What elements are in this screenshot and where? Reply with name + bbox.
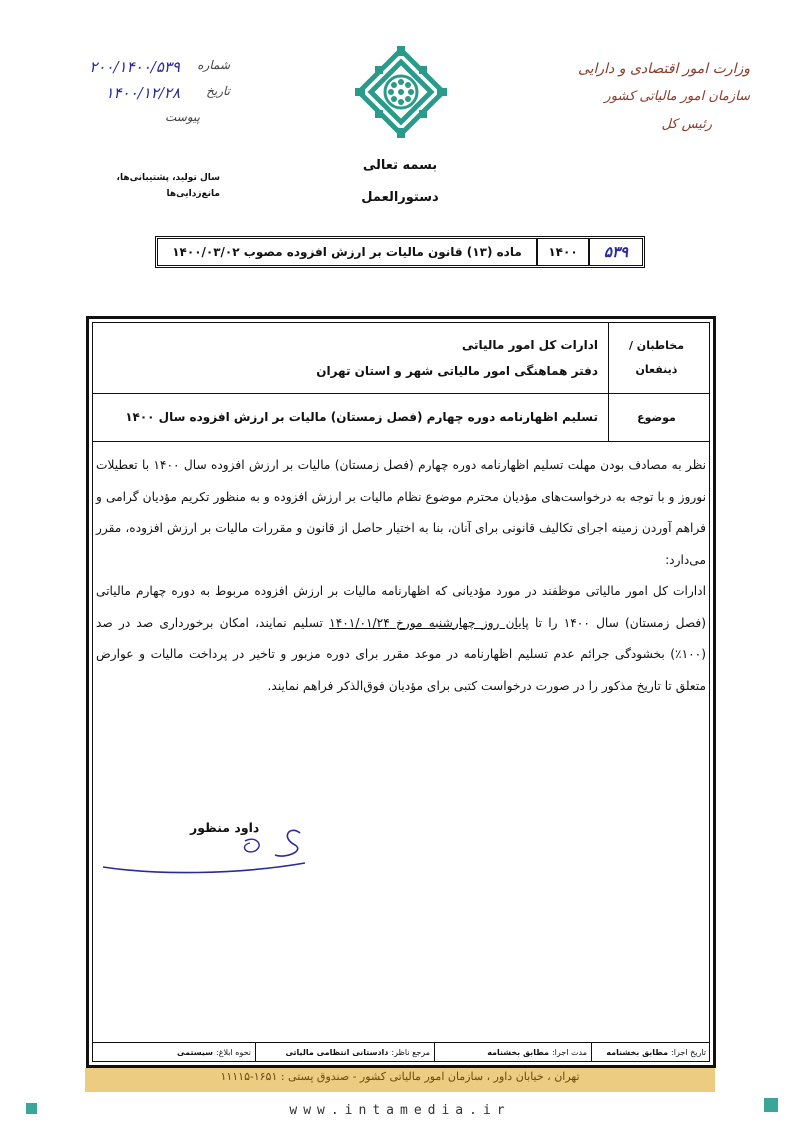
directive-number: ۵۳۹ xyxy=(588,239,642,265)
head-title: رئیس کل xyxy=(661,117,712,132)
supervising-authority-label: مرجع ناظر: xyxy=(391,1048,430,1057)
execution-duration-value: مطابق بخشنامه xyxy=(487,1048,549,1057)
execution-date xyxy=(591,1043,710,1062)
subject-row xyxy=(92,394,710,442)
addressee-1: ادارات کل امور مالیاتی xyxy=(461,338,598,352)
supervising-authority xyxy=(255,1043,434,1062)
year-slogan xyxy=(100,170,220,202)
addressees-list xyxy=(316,332,598,384)
number-value: ۲۰۰/۱۴۰۰/۵۳۹ xyxy=(89,58,180,76)
date-value: ۱۴۰۰/۱۲/۲۸ xyxy=(105,84,180,102)
directive-footer xyxy=(92,1042,710,1062)
body-paragraph-2-part-b: تسلیم نمایند، امکان برخورداری صد در صد (۱۰۰٪) بخشودگی جرائم عدم تسلیم اظهارنامه در موعد مقرر برای دوره مزبور و تاخیر در پرداخت مالیات و عوارض متعلق تا تاریخ مذکور را در صورت درخواست کتبی برای مؤدیان فوق‌الذکر فراهم نمایند. xyxy=(96,615,706,693)
addressees-label-line-2: ذینفعان xyxy=(635,362,678,376)
ministry-name: وزارت امور اقتصادی و دارایی xyxy=(577,61,750,77)
date-label: تاریخ xyxy=(206,84,230,98)
execution-duration-label: مدت اجرا: xyxy=(551,1048,587,1057)
postal-address: تهران ، خیابان داور ، سازمان امور مالیاتی کشور - صندوق پستی : ۱۶۵۱-۱۱۱۱۵ xyxy=(220,1070,580,1083)
deadline-underlined: پایان روز چهارشنبه مورخ ۱۴۰۱/۰۱/۲۴ xyxy=(329,615,529,630)
subject-label: موضوع xyxy=(608,394,704,441)
execution-duration xyxy=(434,1043,591,1062)
addressees-row xyxy=(92,322,710,394)
execution-date-label: تاریخ اجرا: xyxy=(671,1048,706,1057)
attachment-label: پیوست xyxy=(165,110,200,124)
body-paragraph-2 xyxy=(96,576,706,702)
subject-text: تسلیم اظهارنامه دوره چهارم (فصل زمستان) مالیات بر ارزش افزوده سال ۱۴۰۰ xyxy=(125,410,598,424)
signer-name: داود منظور xyxy=(190,820,260,835)
document-type: دستورالعمل xyxy=(361,190,439,205)
ministry-header xyxy=(550,55,750,139)
directive-title: ماده (۱۳) قانون مالیات بر ارزش افزوده مصوب ۱۴۰۰/۰۳/۰۲ xyxy=(172,245,522,259)
handwritten-signature xyxy=(95,815,325,885)
notification-method xyxy=(173,1043,255,1062)
notification-method-label: نحوه ابلاغ: xyxy=(216,1048,251,1057)
document-meta xyxy=(60,58,240,136)
execution-date-value: مطابق بخشنامه xyxy=(606,1048,669,1057)
basmala: بسمه تعالی xyxy=(362,158,438,173)
body-paragraph-2-part-a: ادارات کل امور مالیاتی موظفند در مورد مؤدیانی که اظهارنامه مالیات بر ارزش افزوده مربوط به دوره چهارم مالیاتی (فصل زمستان) سال ۱۴۰۰ را تا xyxy=(96,584,706,630)
slogan-line-1: سال تولید، پشتیبانی‌ها، xyxy=(116,173,220,183)
number-label: شماره xyxy=(197,58,230,72)
directive-title-band xyxy=(155,236,645,268)
directive-body xyxy=(96,450,706,702)
directive-year: ۱۴۰۰ xyxy=(536,239,588,265)
website-url[interactable]: www.intamedia.ir xyxy=(289,1103,511,1118)
addressees-label-line-1: مخاطبان / xyxy=(628,338,685,352)
tax-organization-logo xyxy=(355,46,447,138)
organization-name: سازمان امور مالیاتی کشور xyxy=(604,89,750,104)
addressee-2: دفتر هماهنگی امور مالیاتی شهر و استان تهران xyxy=(316,364,598,378)
addressees-label xyxy=(608,322,704,393)
supervising-authority-value: دادستانی انتظامی مالیاتی xyxy=(285,1048,389,1057)
slogan-line-2: مانع‌زدایی‌ها xyxy=(166,189,220,199)
body-paragraph-1: نظر به مصادف بودن مهلت تسلیم اظهارنامه دوره چهارم (فصل زمستان) مالیات بر ارزش افزوده سال ۱۴۰۰ با تعطیلات نوروز و با توجه به درخواست‌های مؤدیان محترم موضوع نظام مالیات بر ارزش افزوده و به منظور تکریم مؤدیان گرامی و فراهم آوردن زمینه اجرای تکالیف قانونی برای آنان، بنا به اختیار حاصل از قانون و مقررات مالیات بر ارزش افزوده، مقرر می‌دارد: xyxy=(96,458,706,567)
notification-method-value: سیستمی xyxy=(177,1048,214,1057)
